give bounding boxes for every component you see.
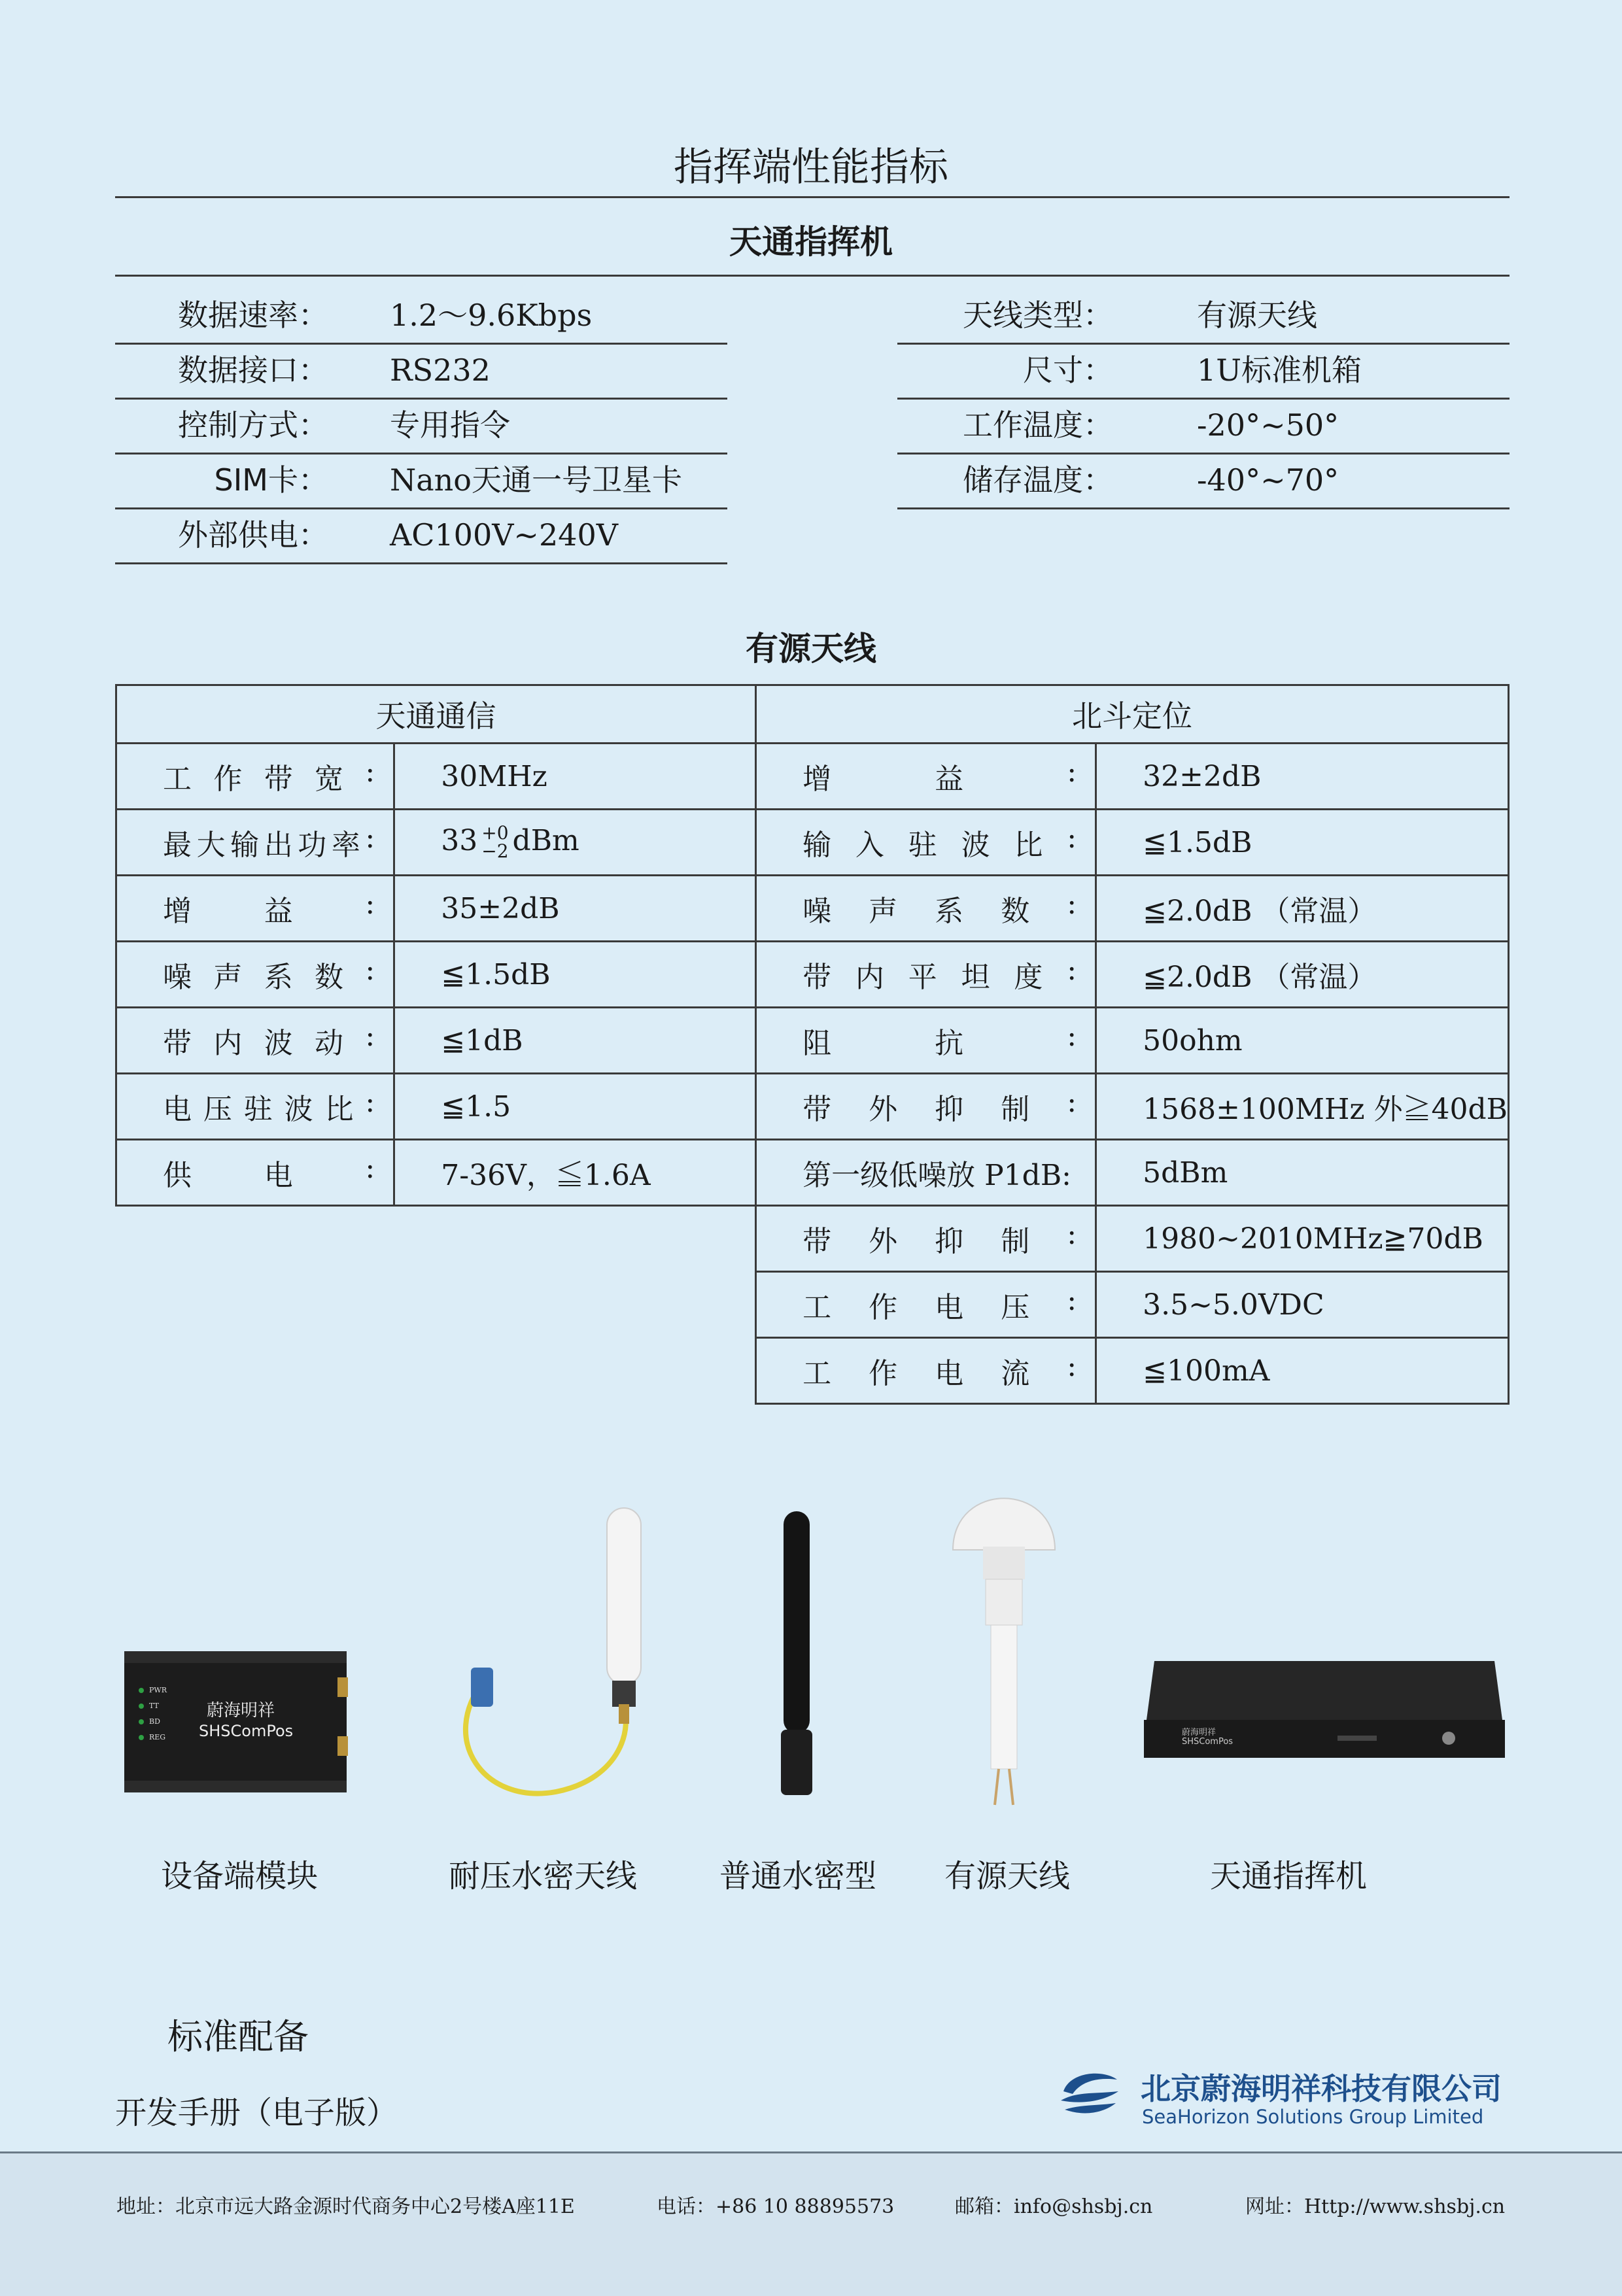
empty-cell — [116, 1272, 756, 1338]
beidou-value: 1568±100MHz 外≧40dB — [1096, 1074, 1509, 1140]
antenna-title: 有源天线 — [746, 629, 876, 668]
caption-device-module: 设备端模块 — [160, 1858, 318, 1894]
col-header-beidou: 北斗定位 — [756, 685, 1509, 744]
module-brand: 蔚海明祥 — [207, 1701, 275, 1721]
beidou-label: 阻 抗 : — [756, 1008, 1096, 1074]
commander-title: 天通指挥机 — [729, 222, 893, 261]
antenna-table-row — [116, 1206, 1509, 1272]
beidou-label: 带 内 平 坦 度 : — [756, 942, 1096, 1008]
antenna-table-row — [116, 1008, 1509, 1074]
antenna-table-row — [116, 744, 1509, 810]
spec-right-row — [897, 343, 1510, 400]
beidou-label: 输 入 驻 波 比 : — [756, 810, 1096, 876]
commander-brand: 蔚海明祥 — [1182, 1728, 1216, 1738]
active-antenna-image — [945, 1468, 1063, 1811]
spec-left-row — [115, 343, 727, 400]
beidou-value: ≦100mA — [1096, 1338, 1509, 1404]
caption-pressure-antenna: 耐压水密天线 — [448, 1858, 637, 1894]
tiantong-label: 电 压 驻 波 比 : — [116, 1074, 394, 1140]
spec-left-label: 控制方式： — [178, 407, 328, 443]
spec-left-label: 数据接口： — [178, 352, 328, 388]
spec-right-value: -20°~50° — [1197, 407, 1339, 443]
col-header-tiantong: 天通通信 — [116, 685, 756, 744]
standard-title: 标准配备 — [167, 2016, 309, 2057]
beidou-label: 增 益 : — [756, 744, 1096, 810]
beidou-value: ≦2.0dB （常温） — [1096, 876, 1509, 942]
page-footer — [0, 2151, 1622, 2296]
spec-left-row — [115, 398, 727, 454]
spec-right-row — [897, 288, 1510, 345]
spec-right-label: 工作温度： — [963, 407, 1113, 443]
tiantong-label: 增 益 : — [116, 876, 394, 942]
spec-left-row — [115, 288, 727, 345]
footer-email[interactable]: 邮箱：info@shsbj.cn — [955, 2195, 1153, 2218]
spec-right-value: 1U标准机箱 — [1197, 352, 1362, 388]
page-title: 指挥端性能指标 — [674, 145, 948, 190]
spec-right-row — [897, 398, 1510, 454]
spec-left-row — [115, 453, 727, 509]
beidou-label: 工 作 电 流 : — [756, 1338, 1096, 1404]
tiantong-value: ≦1.5dB — [394, 942, 756, 1008]
spec-right-value: -40°~70° — [1197, 462, 1339, 498]
beidou-value: 32±2dB — [1096, 744, 1509, 810]
commander-rule — [115, 275, 1510, 277]
commander-model: SHSComPos — [1182, 1737, 1234, 1747]
tiantong-label: 最 大 输 出 功 率 : — [116, 810, 394, 876]
footer-website[interactable]: 网址：Http://www.shsbj.cn — [1245, 2195, 1506, 2218]
beidou-value: 1980~2010MHz≧70dB — [1096, 1206, 1509, 1272]
spec-right-label: 尺寸： — [1023, 352, 1113, 388]
footer-phone: 电话：+86 10 88895573 — [657, 2195, 895, 2218]
antenna-table-row — [116, 876, 1509, 942]
antenna-table-row — [116, 810, 1509, 876]
spec-left-value: Nano天通一号卫星卡 — [390, 462, 682, 498]
beidou-label: 工 作 电 压 : — [756, 1272, 1096, 1338]
company-logo-icon — [1057, 2065, 1122, 2124]
spec-right-label: 天线类型： — [963, 298, 1113, 333]
commander-unit-image — [1141, 1648, 1508, 1775]
spec-right-row — [897, 453, 1510, 509]
spec-left-value: 专用指令 — [390, 407, 510, 443]
tiantong-value: ≦1.5 — [394, 1074, 756, 1140]
tiantong-value: ≦1dB — [394, 1008, 756, 1074]
antenna-spec-table — [115, 684, 1510, 1405]
module-model: SHSComPos — [199, 1722, 294, 1740]
beidou-value: ≦1.5dB — [1096, 810, 1509, 876]
caption-active-antenna: 有源天线 — [944, 1858, 1070, 1894]
tiantong-value: 35±2dB — [394, 876, 756, 942]
tiantong-label: 噪 声 系 数 : — [116, 942, 394, 1008]
beidou-label: 第一级低噪放 P1dB: — [756, 1140, 1096, 1206]
spec-left-label: SIM卡： — [214, 462, 328, 498]
spec-right-value: 有源天线 — [1197, 298, 1317, 333]
spec-left-value: AC100V~240V — [390, 517, 618, 553]
led-labels: PWR TT BD REG — [149, 1686, 167, 1741]
tiantong-value: 7-36V，≦1.6A — [394, 1140, 756, 1206]
antenna-table-row — [116, 1140, 1509, 1206]
device-module-image — [122, 1638, 357, 1804]
empty-cell — [116, 1338, 756, 1404]
pressure-antenna-image — [458, 1504, 654, 1814]
spec-left-value: 1.2～9.6Kbps — [390, 298, 593, 333]
beidou-label: 带 外 抑 制 : — [756, 1206, 1096, 1272]
tiantong-value: 30MHz — [394, 744, 756, 810]
standard-item: 开发手册（电子版） — [115, 2095, 398, 2131]
company-logo — [1057, 2065, 1122, 2127]
footer-address: 地址：北京市远大路金源时代商务中心2号楼A座11E — [116, 2195, 575, 2218]
caption-standard-antenna: 普通水密型 — [719, 1858, 876, 1894]
beidou-label: 带 外 抑 制 : — [756, 1074, 1096, 1140]
spec-left-row — [115, 507, 727, 564]
beidou-value: ≦2.0dB （常温） — [1096, 942, 1509, 1008]
tiantong-label: 供 电 : — [116, 1140, 394, 1206]
antenna-table-row — [116, 1338, 1509, 1404]
spec-left-label: 数据速率： — [178, 298, 328, 333]
title-rule — [115, 196, 1510, 198]
caption-commander-unit: 天通指挥机 — [1209, 1858, 1367, 1894]
tiantong-value: 33 +0 −2 dBm — [394, 810, 756, 876]
beidou-value: 3.5~5.0VDC — [1096, 1272, 1509, 1338]
spec-right-label: 储存温度： — [963, 462, 1113, 498]
spec-left-value: RS232 — [390, 352, 491, 388]
tiantong-label: 工 作 带 宽 : — [116, 744, 394, 810]
spec-left-label: 外部供电： — [178, 517, 328, 553]
antenna-table-row — [116, 942, 1509, 1008]
company-name-en: SeaHorizon Solutions Group Limited — [1142, 2106, 1484, 2128]
beidou-value: 5dBm — [1096, 1140, 1509, 1206]
beidou-label: 噪 声 系 数 : — [756, 876, 1096, 942]
company-name-cn: 北京蔚海明祥科技有限公司 — [1141, 2071, 1502, 2106]
antenna-table-row — [116, 1074, 1509, 1140]
beidou-value: 50ohm — [1096, 1008, 1509, 1074]
antenna-table-row — [116, 1272, 1509, 1338]
tiantong-label: 带 内 波 动 : — [116, 1008, 394, 1074]
standard-antenna-image — [772, 1507, 824, 1804]
empty-cell — [116, 1206, 756, 1272]
